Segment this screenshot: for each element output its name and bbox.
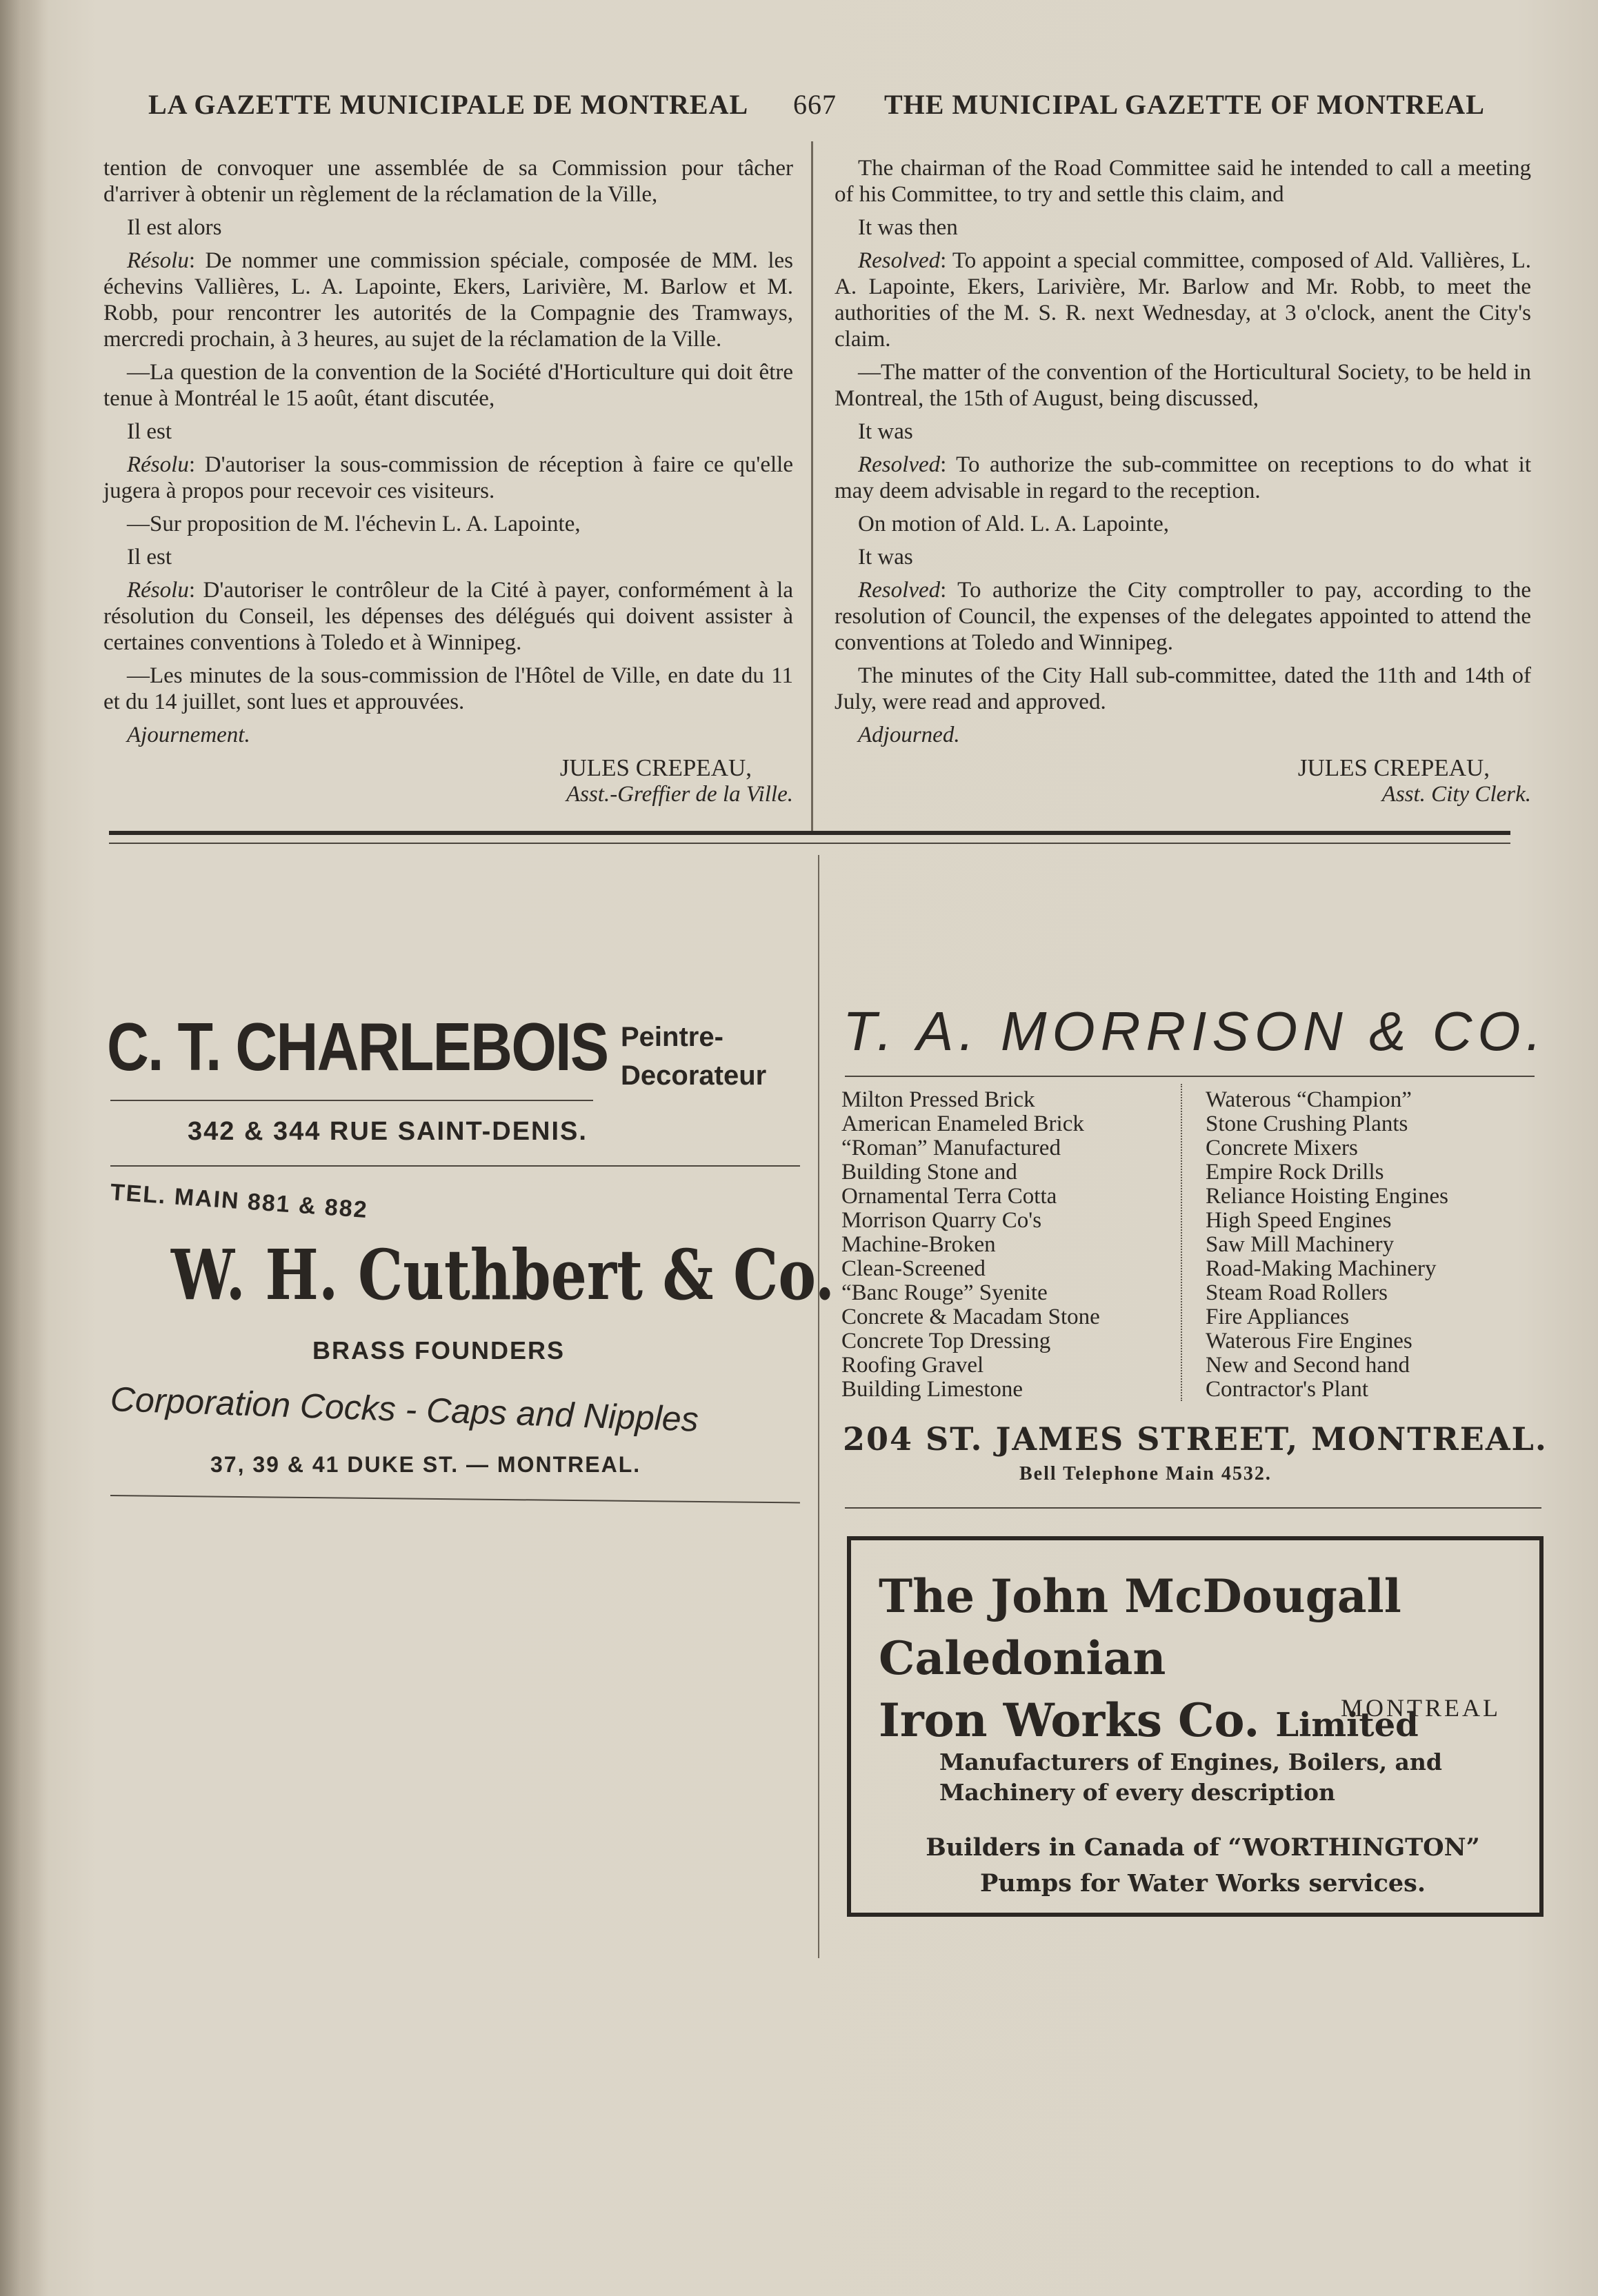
ad-separator-rule — [110, 1165, 800, 1167]
charlebois-underline — [110, 1100, 593, 1101]
list-item: Contractor's Plant — [1206, 1377, 1368, 1402]
list-item: Stone Crushing Plants — [1206, 1111, 1408, 1136]
mcdougall-description-line: Machinery of every description — [939, 1779, 1336, 1806]
resolution-label: Resolved — [858, 578, 941, 603]
mcdougall-name-line: The John McDougall Caledonian — [879, 1569, 1401, 1685]
list-item: Clean-Screened — [841, 1256, 986, 1281]
header-french-title: LA GAZETTE MUNICIPALE DE MONTREAL — [148, 89, 749, 120]
french-paragraph: —Sur proposition de M. l'échevin L. A. Lapointe, — [127, 512, 581, 536]
english-paragraph: The minutes of the City Hall sub-committee, dated the 11th and 14th of July, were read and approved. — [835, 663, 1531, 714]
resolution-text: : To appoint a special committee, composed of Ald. Vallières, L. A. Lapointe, Ekers, Larivière, Mr. Barlow and Mr. Robb, to meet the authorities of the M. S. R. next Wednesday, at 3 o'clock, anent the City's claim. — [835, 248, 1531, 352]
charlebois-trade-line: Decorateur — [621, 1060, 767, 1091]
book-spine-shadow — [0, 0, 48, 2296]
mcdougall-limited: Limited — [1275, 1706, 1419, 1744]
morrison-phone: Bell Telephone Main 4532. — [1019, 1463, 1272, 1484]
resolution-text: : D'autoriser le contrôleur de la Cité à payer, conformément à la résolution du Conseil, les dépenses des délégués qui doivent assister à certaines conventions à Toledo et à Winnipeg. — [103, 578, 793, 655]
list-item: American Enameled Brick — [841, 1111, 1084, 1136]
mcdougall-builders-line: Pumps for Water Works services. — [979, 1869, 1426, 1897]
mcdougall-description — [939, 1747, 1442, 1808]
list-item: Machine-Broken — [841, 1232, 996, 1257]
morrison-products-right — [1206, 1088, 1448, 1402]
resolution-label: Resolved — [858, 452, 941, 477]
english-paragraph: It was — [858, 545, 913, 570]
mcdougall-ad-box — [847, 1536, 1544, 1917]
resolution-label: Résolu — [127, 578, 189, 603]
english-paragraph: On motion of Ald. L. A. Lapointe, — [858, 512, 1169, 536]
list-item: Ornamental Terra Cotta — [841, 1184, 1057, 1209]
list-item: Waterous “Champion” — [1206, 1087, 1412, 1112]
french-resolution — [103, 452, 793, 504]
list-item: Reliance Hoisting Engines — [1206, 1184, 1448, 1209]
ad-column-divider — [818, 855, 819, 1958]
ad-separator-rule — [845, 1507, 1541, 1509]
resolution-label: Resolved — [858, 248, 941, 273]
list-item: Empire Rock Drills — [1206, 1160, 1384, 1185]
resolution-text: : D'autoriser la sous-commission de réception à faire ce qu'elle jugera à propos pour recevoir ces visiteurs. — [103, 452, 793, 503]
english-paragraph: —The matter of the convention of the Horticultural Society, to be held in Montreal, the 15th of August, being discussed, — [835, 360, 1531, 411]
mcdougall-name — [879, 1565, 1539, 1756]
list-item: Road-Making Machinery — [1206, 1256, 1437, 1281]
list-item: Saw Mill Machinery — [1206, 1232, 1395, 1257]
french-paragraph: tention de convoquer une assemblée de sa Commission pour tâcher d'arriver à obtenir un règlement de la réclamation de la Ville, — [103, 156, 793, 207]
morrison-address: 204 ST. JAMES STREET, MONTREAL. — [843, 1420, 1548, 1458]
signature-title: Asst.-Greffier de la Ville. — [566, 782, 793, 807]
mcdougall-builders-line: Builders in Canada of “WORTHINGTON” — [926, 1833, 1480, 1862]
cuthbert-subtitle: BRASS FOUNDERS — [312, 1336, 566, 1364]
list-item: Waterous Fire Engines — [1206, 1329, 1412, 1353]
mcdougall-name-line: Iron Works Co. — [879, 1693, 1260, 1747]
resolution-text: : De nommer une commission spéciale, composée de MM. les échevins Vallières, L. A. Lapointe, Ekers, Larivière, M. Barlow et M. Robb, pour rencontrer les autorités de la Compagnie des Tramways, mercredi prochain, à 3 heures, au sujet de la réclamation de la Ville. — [103, 248, 793, 352]
french-paragraph: Il est — [127, 419, 172, 444]
signature-title: Asst. City Clerk. — [1381, 782, 1531, 807]
french-paragraph: Il est — [127, 545, 172, 570]
list-item: Building Limestone — [841, 1377, 1023, 1402]
charlebois-name: C. T. CHARLEBOIS — [107, 1009, 608, 1085]
header-english-title: THE MUNICIPAL GAZETTE OF MONTREAL — [884, 89, 1485, 120]
signature-name: JULES CREPEAU, — [559, 754, 752, 781]
morrison-underline — [845, 1076, 1535, 1077]
cuthbert-name: W. H. Cuthbert & Co. — [171, 1234, 835, 1316]
cuthbert-address: 37, 39 & 41 DUKE ST. — MONTREAL. — [210, 1452, 641, 1477]
list-item: Building Stone and — [841, 1160, 1017, 1185]
english-paragraph: The chairman of the Road Committee said he intended to call a meeting of his Committee, to try and settle this claim, and — [835, 156, 1531, 207]
page-number: 667 — [793, 89, 837, 120]
english-paragraph: It was then — [858, 215, 958, 240]
english-minutes-column — [835, 155, 1531, 807]
adjournment: Adjourned. — [858, 723, 960, 747]
french-paragraph: —La question de la convention de la Société d'Horticulture qui doit être tenue à Montréal le 15 août, étant discutée, — [103, 360, 793, 411]
mcdougall-description-line: Manufacturers of Engines, Boilers, and — [939, 1749, 1442, 1775]
column-divider — [811, 141, 813, 831]
french-resolution — [103, 577, 793, 656]
charlebois-trade — [621, 1019, 766, 1094]
list-item: “Roman” Manufactured — [841, 1136, 1061, 1160]
morrison-list-divider — [1181, 1084, 1183, 1401]
mcdougall-city: MONTREAL — [1341, 1694, 1501, 1722]
english-resolution — [835, 248, 1531, 352]
section-divider-rule — [109, 843, 1510, 844]
cuthbert-products: Corporation Cocks - Caps and Nipples — [110, 1380, 699, 1439]
french-paragraph: Il est alors — [127, 215, 222, 240]
list-item: Steam Road Rollers — [1206, 1280, 1388, 1305]
morrison-products-left — [841, 1088, 1100, 1402]
list-item: Morrison Quarry Co's — [841, 1208, 1042, 1233]
list-item: “Banc Rouge” Syenite — [841, 1280, 1048, 1305]
french-resolution — [103, 248, 793, 352]
charlebois-trade-line: Peintre- — [621, 1022, 723, 1052]
signature-name: JULES CREPEAU, — [1297, 754, 1490, 781]
list-item: Concrete Mixers — [1206, 1136, 1358, 1160]
list-item: Fire Appliances — [1206, 1305, 1350, 1329]
list-item: Concrete & Macadam Stone — [841, 1305, 1100, 1329]
adjournment: Ajournement. — [127, 723, 250, 747]
french-minutes-column — [103, 155, 793, 807]
english-resolution — [835, 452, 1531, 504]
mcdougall-builders — [899, 1830, 1506, 1902]
list-item: Concrete Top Dressing — [841, 1329, 1051, 1353]
list-item: New and Second hand — [1206, 1353, 1410, 1378]
resolution-text: : To authorize the sub-committee on receptions to do what it may deem advisable in regard to the reception. — [835, 452, 1531, 503]
english-paragraph: It was — [858, 419, 913, 444]
morrison-name: T. A. MORRISON & CO. — [843, 1000, 1547, 1062]
resolution-label: Résolu — [127, 248, 189, 273]
list-item: Roofing Gravel — [841, 1353, 984, 1378]
charlebois-address: 342 & 344 RUE SAINT-DENIS. — [188, 1117, 588, 1146]
section-divider-rule — [109, 831, 1510, 835]
charlebois-telephone: TEL. MAIN 881 & 882 — [109, 1179, 369, 1224]
resolution-text: : To authorize the City comptroller to pay, according to the resolution of Council, the expenses of the delegates appointed to attend the conventions at Toledo and Winnipeg. — [835, 578, 1531, 655]
list-item: High Speed Engines — [1206, 1208, 1392, 1233]
english-resolution — [835, 577, 1531, 656]
resolution-label: Résolu — [127, 452, 189, 477]
list-item: Milton Pressed Brick — [841, 1087, 1035, 1112]
french-paragraph: —Les minutes de la sous-commission de l'Hôtel de Ville, en date du 11 et du 14 juillet, sont lues et approuvées. — [103, 663, 793, 714]
